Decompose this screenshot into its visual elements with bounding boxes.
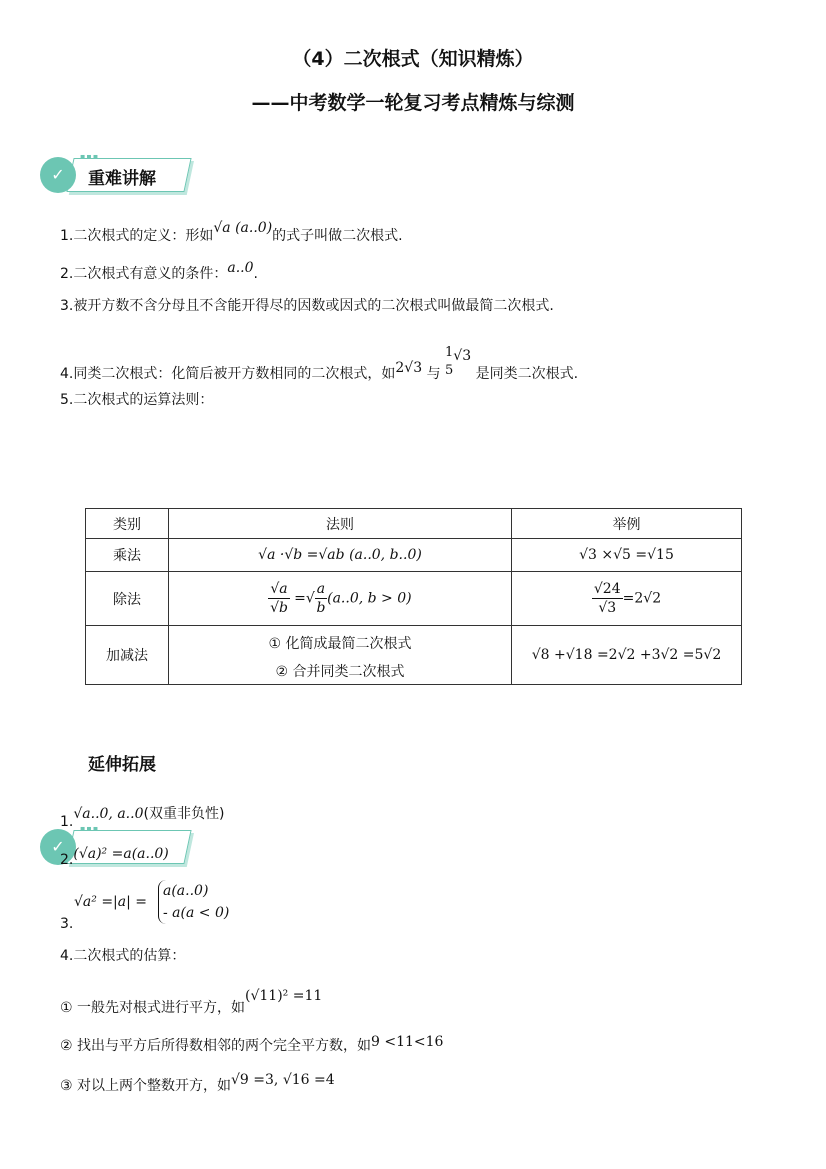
- ext-2-formula: (√a)² =a(a..0): [73, 846, 169, 862]
- document-subtitle: ——中考数学一轮复习考点精炼与综测: [251, 92, 575, 114]
- point-2-tail: .: [253, 266, 258, 282]
- point-3: 3.被开方数不含分母且不含能开得尽的因数或因式的二次根式叫做最简二次根式.: [60, 298, 554, 314]
- fraction-denominator: √3: [598, 600, 617, 616]
- ext-1-note: (双重非负性): [143, 806, 225, 822]
- ext-2-number: 2.: [60, 852, 74, 868]
- ext-3-lhs: √a² =|a| =: [74, 894, 148, 910]
- fraction-denominator: 5: [445, 363, 454, 378]
- table-row: [86, 572, 742, 626]
- point-1-text: 1.二次根式的定义：形如: [60, 228, 214, 244]
- point-1-formula: √a (a..0): [213, 220, 273, 236]
- row-example: √3 ×√5 =√15: [512, 539, 742, 572]
- rule-step-1: ① 化简成最简二次根式: [268, 636, 412, 652]
- point-1-tail: 的式子叫做二次根式.: [272, 228, 403, 244]
- point-4-formula-2: √3: [453, 348, 472, 364]
- point-4-formula-1: 2√3: [395, 360, 423, 376]
- table-header-row: [86, 509, 742, 539]
- row-rule: √a ·√b =√ab (a..0, b..0): [169, 539, 512, 572]
- point-2: [60, 260, 258, 284]
- table-row: [86, 626, 742, 685]
- ext-1: [60, 804, 225, 830]
- step-3-text: ③ 对以上两个整数开方，如: [60, 1078, 232, 1094]
- row-example: √8 +√18 =2√2 +3√2 =5√2: [512, 626, 742, 685]
- estimate-step-1: [60, 988, 323, 1018]
- row-category: 乘法: [86, 539, 169, 572]
- ext-3-cases: [158, 880, 229, 924]
- table-row: [86, 539, 742, 572]
- section-title: 重难讲解: [88, 169, 156, 189]
- header-rule: 法则: [169, 509, 512, 539]
- row-rule: [169, 626, 512, 685]
- fraction-denominator: √b: [270, 600, 288, 616]
- ext-3-number: 3.: [60, 916, 74, 932]
- estimate-step-2: [60, 1036, 443, 1056]
- point-2-text: 2.二次根式有意义的条件：: [60, 266, 228, 282]
- section-title-extension: 延伸拓展: [88, 755, 156, 775]
- example-result: =2√2: [622, 590, 662, 607]
- rules-table: [85, 508, 742, 685]
- check-circle-icon: ✓: [40, 157, 76, 193]
- rule-fraction-left: [268, 580, 289, 617]
- ext-1-formula: √a..0, a..0: [73, 806, 144, 822]
- point-1: [60, 220, 403, 246]
- case-2: - a(a < 0): [163, 905, 230, 921]
- row-category: 加减法: [86, 626, 169, 685]
- point-2-formula: a..0: [227, 260, 254, 276]
- row-rule: $\frac{√a}{√b}$ =√ $\frac{a}{b}$ (a..0, b > 0): [169, 572, 512, 626]
- step-1-formula: (√11)² =11: [245, 988, 323, 1004]
- case-1: a(a..0): [163, 883, 209, 899]
- ext-2: [60, 844, 169, 868]
- ext-4: 4.二次根式的估算：: [60, 948, 186, 964]
- example-fraction: [592, 580, 623, 617]
- equals-sign: =: [294, 590, 306, 607]
- rule-step-2: ② 合并同类二次根式: [275, 664, 405, 680]
- point-4-tail: 是同类二次根式.: [475, 366, 579, 382]
- fraction-denominator: b: [316, 600, 326, 616]
- header-category: 类别: [86, 509, 169, 539]
- point-4: [60, 345, 579, 392]
- step-2-text: ② 找出与平方后所得数相邻的两个完全平方数，如: [60, 1038, 371, 1054]
- point-5: 5.二次根式的运算法则：: [60, 392, 214, 408]
- step-1-text: ① 一般先对根式进行平方，如: [60, 1000, 246, 1016]
- point-4-and: 与: [426, 366, 441, 382]
- check-circle-icon: ✓: [40, 829, 76, 865]
- fraction-numerator: 1: [445, 345, 454, 360]
- badge-dots: ▪▪▪: [80, 824, 100, 833]
- ext-1-number: 1.: [60, 814, 74, 830]
- rule-fraction-right: [315, 580, 327, 617]
- estimate-step-3: [60, 1072, 335, 1096]
- fraction-numerator: √24: [593, 581, 621, 597]
- row-example: [512, 572, 742, 626]
- step-2-formula: 9 <11<16: [371, 1034, 444, 1050]
- document-title: （4）二次根式（知识精炼）: [292, 48, 534, 70]
- point-4-text: 4.同类二次根式：化简后被开方数相同的二次根式，如: [60, 366, 396, 382]
- fraction-numerator: a: [316, 581, 326, 597]
- rule-condition: (a..0, b > 0): [327, 590, 412, 607]
- header-example: 举例: [512, 509, 742, 539]
- badge-dots: ▪▪▪: [80, 152, 100, 161]
- step-3-formula: √9 =3, √16 =4: [231, 1072, 335, 1088]
- row-category: 除法: [86, 572, 169, 626]
- section-badge-key-points: [40, 152, 190, 196]
- fraction-numerator: √a: [270, 581, 288, 597]
